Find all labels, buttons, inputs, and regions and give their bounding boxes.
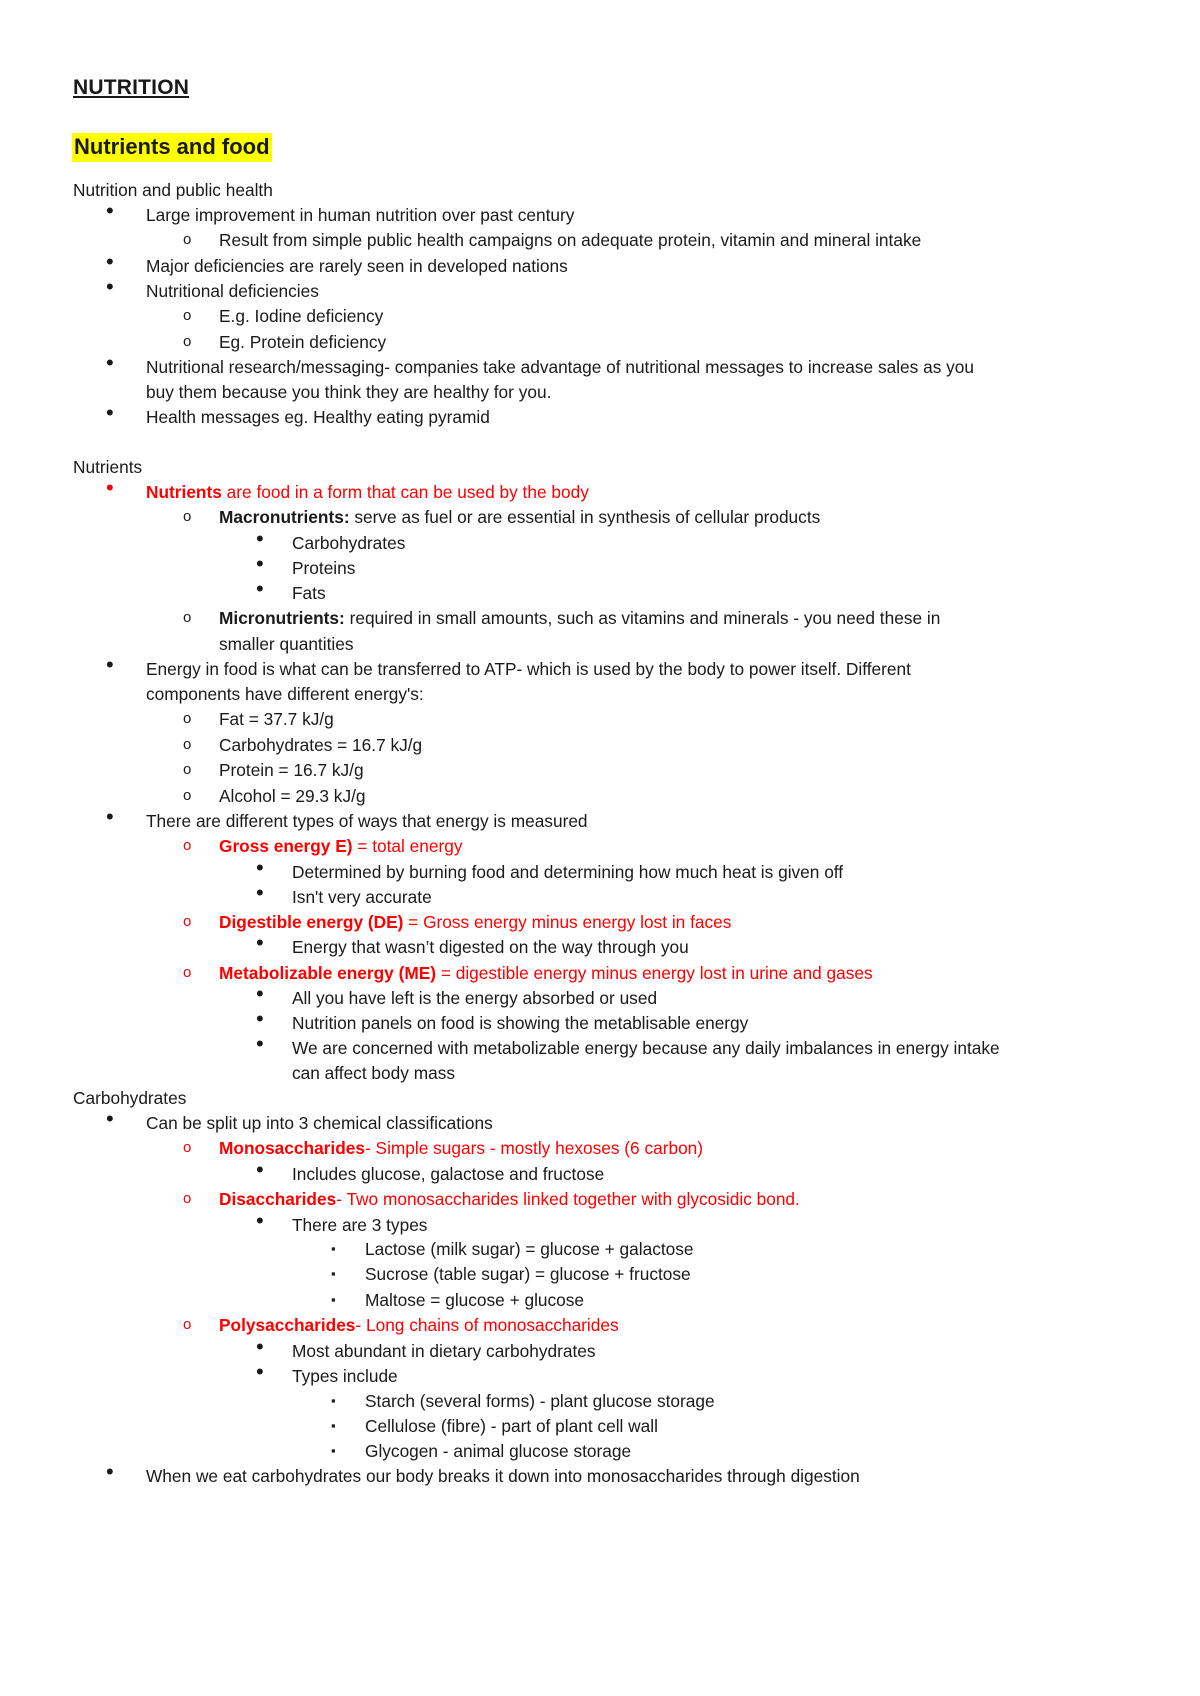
bullet-dot-icon: •	[256, 1359, 264, 1384]
bullet-dot-icon: •	[256, 1006, 264, 1031]
list-item: There are 3 types	[292, 1215, 428, 1235]
list-item: Alcohol = 29.3 kJ/g	[219, 786, 366, 806]
bullet-circle-icon: o	[183, 1190, 192, 1207]
bullet-circle-icon: o	[183, 1316, 192, 1333]
bullet-dot-icon: •	[256, 930, 264, 955]
list-item	[219, 606, 940, 630]
definition: = Gross energy minus energy lost in faces	[403, 912, 732, 932]
page-title: NUTRITION	[73, 76, 190, 99]
subsection-heading: Nutrients	[73, 457, 143, 477]
term: Nutrients	[146, 482, 222, 502]
list-item	[219, 505, 820, 529]
bullet-dot-icon: •	[106, 475, 114, 500]
list-item	[146, 480, 589, 504]
list-item	[219, 910, 731, 934]
bullet-square-icon: ▪	[331, 1393, 336, 1408]
subsection-heading: Carbohydrates	[73, 1088, 187, 1108]
list-item: Carbohydrates	[292, 533, 406, 553]
list-item: Nutritional deficiencies	[146, 281, 319, 301]
bullet-dot-icon: •	[256, 1031, 264, 1056]
bullet-square-icon: ▪	[331, 1443, 336, 1458]
term: Disaccharides	[219, 1189, 337, 1209]
bullet-dot-icon: •	[106, 1106, 114, 1131]
list-item: Determined by burning food and determining how much heat is given off	[292, 862, 844, 882]
bullet-square-icon: ▪	[331, 1266, 336, 1281]
bullet-dot-icon: •	[256, 576, 264, 601]
bullet-circle-icon: o	[183, 787, 192, 804]
definition: required in small amounts, such as vitamins and minerals - you need these in	[344, 608, 941, 628]
bullet-dot-icon: •	[256, 981, 264, 1006]
bullet-dot-icon: •	[106, 249, 114, 274]
list-item-continued: components have different energy's:	[146, 684, 424, 704]
list-item: Nutrition panels on food is showing the metablisable energy	[292, 1013, 749, 1033]
definition: serve as fuel or are essential in synthesis of cellular products	[349, 507, 821, 527]
list-item: E.g. Iodine deficiency	[219, 306, 384, 326]
list-item: We are concerned with metabolizable energy because any daily imbalances in energy intake	[292, 1038, 1000, 1058]
list-item: Types include	[292, 1366, 398, 1386]
bullet-circle-icon: o	[183, 837, 192, 854]
list-item: Fat = 37.7 kJ/g	[219, 709, 334, 729]
list-item	[219, 1187, 800, 1211]
bullet-dot-icon: •	[106, 350, 114, 375]
term: Polysaccharides	[219, 1315, 356, 1335]
list-item: Major deficiencies are rarely seen in developed nations	[146, 256, 568, 276]
list-item: Result from simple public health campaigns on adequate protein, vitamin and mineral intake	[219, 230, 922, 250]
section-heading-highlighted: Nutrients and food	[72, 133, 272, 162]
bullet-square-icon: ▪	[331, 1418, 336, 1433]
list-item: Starch (several forms) - plant glucose storage	[365, 1391, 715, 1411]
list-item: Health messages eg. Healthy eating pyramid	[146, 407, 490, 427]
list-item-continued: can affect body mass	[292, 1063, 455, 1083]
bullet-circle-icon: o	[183, 231, 192, 248]
bullet-dot-icon: •	[256, 880, 264, 905]
bullet-circle-icon: o	[183, 609, 192, 626]
bullet-dot-icon: •	[106, 198, 114, 223]
list-item-continued: buy them because you think they are healthy for you.	[146, 382, 552, 402]
bullet-circle-icon: o	[183, 736, 192, 753]
definition: - Long chains of monosaccharides	[355, 1315, 619, 1335]
definition: - Simple sugars - mostly hexoses (6 carbon)	[364, 1138, 704, 1158]
bullet-dot-icon: •	[256, 1157, 264, 1182]
list-item: Proteins	[292, 558, 356, 578]
bullet-dot-icon: •	[106, 274, 114, 299]
term: Micronutrients:	[219, 608, 345, 628]
bullet-dot-icon: •	[256, 526, 264, 551]
term: Macronutrients:	[219, 507, 350, 527]
list-item: Glycogen - animal glucose storage	[365, 1441, 632, 1461]
definition: are food in a form that can be used by the body	[221, 482, 589, 502]
subsection-heading: Nutrition and public health	[73, 180, 273, 200]
list-item: Can be split up into 3 chemical classifications	[146, 1113, 493, 1133]
list-item: Energy in food is what can be transferred to ATP- which is used by the body to power itself. Different	[146, 659, 911, 679]
bullet-circle-icon: o	[183, 761, 192, 778]
bullet-dot-icon: •	[256, 551, 264, 576]
bullet-dot-icon: •	[106, 1459, 114, 1484]
list-item	[219, 961, 873, 985]
list-item: Eg. Protein deficiency	[219, 332, 387, 352]
term: Gross energy E)	[219, 836, 353, 856]
list-item-continued: smaller quantities	[219, 634, 354, 654]
list-item: Sucrose (table sugar) = glucose + fructose	[365, 1264, 691, 1284]
list-item: Fats	[292, 583, 326, 603]
list-item: There are different types of ways that energy is measured	[146, 811, 588, 831]
list-item: Maltose = glucose + glucose	[365, 1290, 585, 1310]
definition: = total energy	[352, 836, 463, 856]
bullet-circle-icon: o	[183, 964, 192, 981]
definition: = digestible energy minus energy lost in urine and gases	[436, 963, 873, 983]
bullet-circle-icon: o	[183, 710, 192, 727]
list-item: Large improvement in human nutrition over past century	[146, 205, 575, 225]
list-item: Lactose (milk sugar) = glucose + galactose	[365, 1239, 694, 1259]
list-item: Energy that wasn’t digested on the way through you	[292, 937, 689, 957]
term: Digestible energy (DE)	[219, 912, 404, 932]
bullet-dot-icon: •	[106, 652, 114, 677]
term: Metabolizable energy (ME)	[219, 963, 437, 983]
bullet-circle-icon: o	[183, 913, 192, 930]
list-item: Isn't very accurate	[292, 887, 432, 907]
bullet-dot-icon: •	[256, 1208, 264, 1233]
term: Monosaccharides	[219, 1138, 365, 1158]
list-item: Includes glucose, galactose and fructose	[292, 1164, 605, 1184]
list-item: When we eat carbohydrates our body breaks it down into monosaccharides through digestion	[146, 1466, 860, 1486]
bullet-circle-icon: o	[183, 508, 192, 525]
bullet-dot-icon: •	[256, 1334, 264, 1359]
bullet-square-icon: ▪	[331, 1241, 336, 1256]
bullet-circle-icon: o	[183, 333, 192, 350]
list-item: Cellulose (fibre) - part of plant cell wall	[365, 1416, 658, 1436]
bullet-dot-icon: •	[256, 855, 264, 880]
list-item	[219, 1313, 619, 1337]
bullet-circle-icon: o	[183, 1139, 192, 1156]
list-item: All you have left is the energy absorbed or used	[292, 988, 658, 1008]
list-item: Carbohydrates = 16.7 kJ/g	[219, 735, 423, 755]
list-item: Nutritional research/messaging- companies take advantage of nutritional messages to increase sales as you	[146, 357, 975, 377]
list-item: Protein = 16.7 kJ/g	[219, 760, 364, 780]
list-item	[219, 1136, 703, 1160]
bullet-square-icon: ▪	[331, 1292, 336, 1307]
bullet-dot-icon: •	[106, 804, 114, 829]
definition: - Two monosaccharides linked together with glycosidic bond.	[336, 1189, 800, 1209]
bullet-dot-icon: •	[106, 400, 114, 425]
list-item: Most abundant in dietary carbohydrates	[292, 1341, 596, 1361]
bullet-circle-icon: o	[183, 307, 192, 324]
